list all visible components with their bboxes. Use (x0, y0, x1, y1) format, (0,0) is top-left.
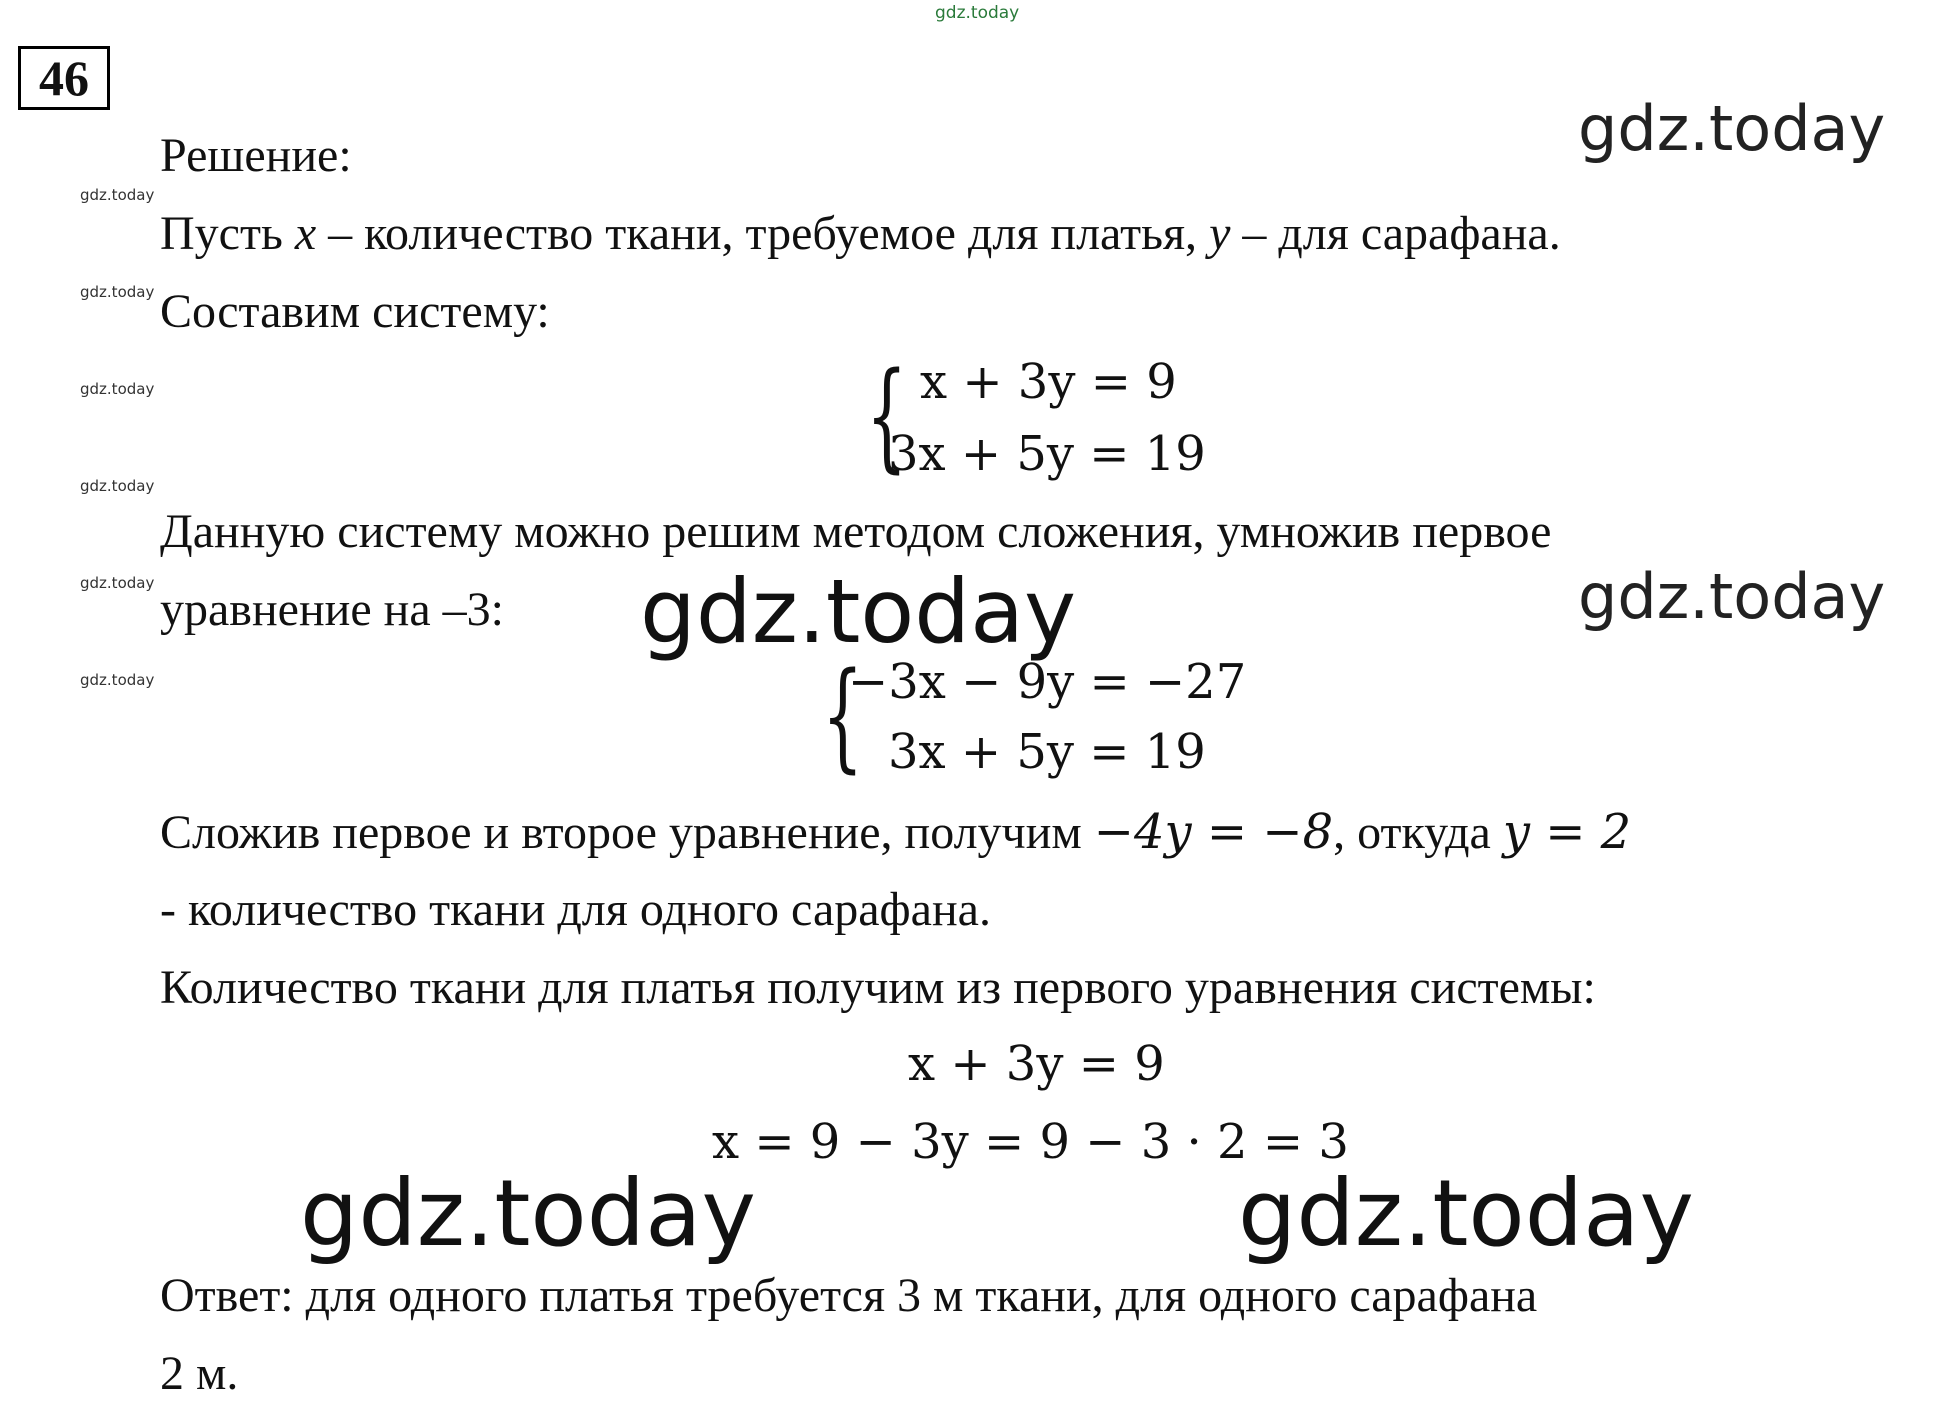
sarafan-line: - количество ткани для одного сарафана. (160, 883, 991, 936)
equation-a: x + 3y = 9 (908, 1036, 1165, 1092)
solution-heading: Решение: (160, 129, 352, 182)
problem-number: 46 (39, 50, 89, 106)
watermark-top-right: gdz.today (1578, 92, 1886, 165)
equation-b: x = 9 − 3y = 9 − 3 · 2 = 3 (712, 1114, 1349, 1170)
margin-watermark: gdz.today (80, 283, 155, 301)
definition-text-a: Пусть (160, 207, 295, 260)
system2-eq2: 3x + 5y = 19 (888, 724, 1206, 780)
y-result: y = 2 (1502, 804, 1632, 860)
dress-line: Количество ткани для платья получим из первого уравнения системы: (160, 961, 1596, 1014)
margin-watermark: gdz.today (80, 380, 155, 398)
system1-eq1: x + 3y = 9 (920, 354, 1177, 410)
sum-line (160, 804, 1632, 860)
system2-brace: { (822, 646, 864, 784)
system1-brace: { (866, 346, 908, 484)
header-watermark: gdz.today (935, 3, 1020, 23)
method-line-1: Данную систему можно решим методом сложения, умножив первое (160, 505, 1552, 558)
definition-line (160, 207, 1561, 260)
answer-line-2: 2 м. (160, 1347, 239, 1400)
margin-watermark: gdz.today (80, 477, 155, 495)
watermark-mid-center: gdz.today (640, 560, 1077, 663)
method-line-2: уравнение на –3: (160, 583, 504, 636)
system1-eq2: 3x + 5y = 19 (888, 426, 1206, 482)
watermark-bottom-left: gdz.today (300, 1160, 756, 1267)
margin-watermark: gdz.today (80, 574, 155, 592)
definition-text-b: – количество ткани, требуемое для платья, (316, 207, 1210, 260)
margin-watermark: gdz.today (80, 186, 155, 204)
problem-number-box (18, 46, 110, 110)
sum-text-a: Сложив первое и второе уравнение, получим (160, 806, 1094, 859)
variable-y: y (1209, 207, 1231, 260)
answer-line-1: Ответ: для одного платья требуется 3 м ткани, для одного сарафана (160, 1269, 1538, 1322)
compose-system-line: Составим систему: (160, 285, 550, 338)
sum-text-b: , откуда (1333, 806, 1503, 859)
watermark-bottom-right: gdz.today (1238, 1160, 1694, 1267)
system2-eq1: −3x − 9y = −27 (848, 654, 1247, 710)
margin-watermark: gdz.today (80, 671, 155, 689)
variable-x: x (294, 207, 317, 260)
sum-equation: −4y = −8 (1093, 804, 1334, 860)
watermark-mid-right: gdz.today (1578, 560, 1886, 633)
definition-text-c: – для сарафана. (1230, 207, 1561, 260)
